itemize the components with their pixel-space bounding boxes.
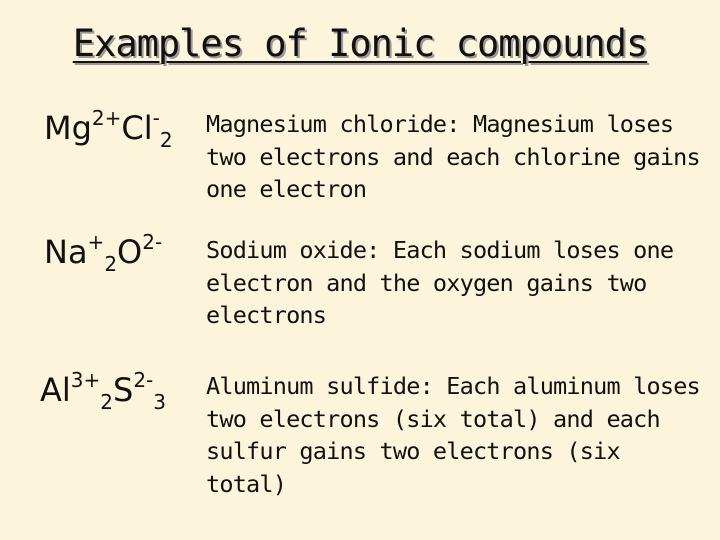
- subscript: 2: [104, 252, 118, 276]
- ion-charge: 2+: [91, 106, 122, 130]
- compound-explanation: Each aluminum loses two electrons (six total) and each sulfur gains two electrons (six total): [206, 372, 700, 498]
- compound-explanation: Each sodium loses one electron and the oxygen gains two electrons: [206, 236, 674, 329]
- ion-charge: -: [152, 106, 160, 130]
- compound-name: Aluminum sulfide:: [206, 372, 433, 400]
- element-symbol: S: [113, 371, 134, 409]
- subscript: 3: [153, 390, 166, 414]
- formula-aluminum-sulfide: [40, 368, 166, 414]
- formula-magnesium-chloride: [44, 106, 173, 152]
- formula-sodium-oxide: [44, 230, 163, 276]
- subscript: 2: [100, 390, 113, 414]
- compound-description: [206, 108, 706, 206]
- element-symbol: Cl: [121, 109, 153, 147]
- element-symbol: Mg: [44, 109, 92, 147]
- ion-charge: +: [87, 230, 105, 254]
- compound-name: Sodium oxide:: [206, 236, 380, 264]
- compound-description: [206, 234, 706, 332]
- ion-charge: 3+: [70, 368, 101, 392]
- element-symbol: Al: [40, 371, 71, 409]
- compound-description: [206, 370, 706, 500]
- element-symbol: O: [117, 233, 143, 271]
- compound-name: Magnesium chloride:: [206, 110, 460, 138]
- ion-charge: 2-: [142, 230, 163, 254]
- compound-explanation: Magnesium loses two electrons and each chlorine gains one electron: [206, 110, 700, 203]
- subscript: 2: [159, 128, 173, 152]
- element-symbol: Na: [44, 233, 88, 271]
- ion-charge: 2-: [133, 368, 154, 392]
- page-title: Examples of Ionic compounds: [72, 22, 648, 65]
